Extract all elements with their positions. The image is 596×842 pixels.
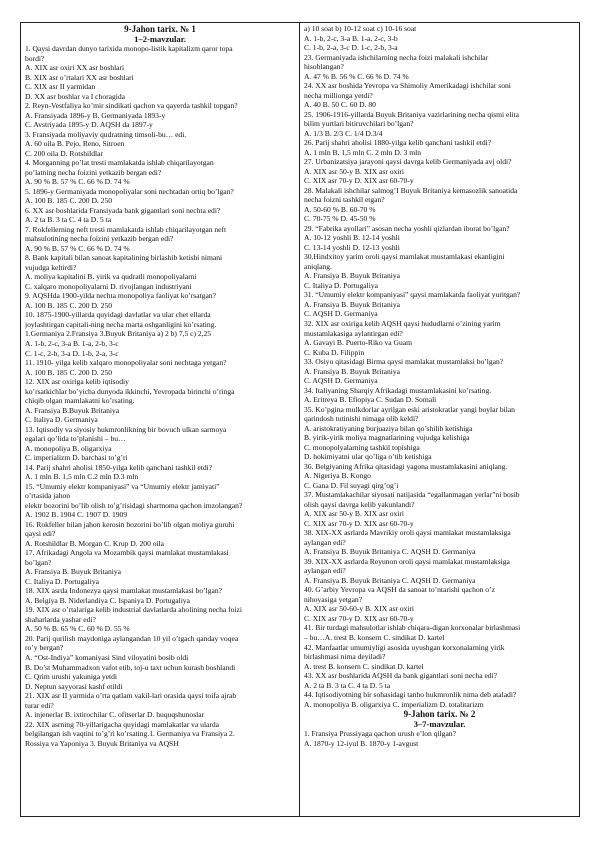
right-text-line: A. Nigeriya B. Kongo (304, 471, 371, 481)
left-text-line: o’rtasida jahon (25, 491, 71, 501)
left-text-line: C. XIX asr II yarmidan (25, 82, 96, 92)
left-text-line: bo’lgan? (25, 557, 52, 567)
left-text-line: C. Italiya D. Portugaliya (25, 576, 99, 586)
right-text-line: 32. XIX asr oxiriga kelib AQSH qaysi hududlarni o’zining yarim (304, 318, 501, 328)
left-text-line: ro’y bergan? (25, 643, 64, 653)
right-text-line: A. XIX asr 50-y B. XIX asr oxiri (304, 166, 404, 176)
right-text-line: C. XIX asr 70-y D. XIX asr 60-70-y (304, 613, 414, 623)
left-text-line: A. Fransiyada 1896-y B. Germaniyada 1893-y (25, 110, 166, 120)
left-text-line: C. 1-c, 2-b, 3-a D. 1-b, 2-a, 3-c (25, 348, 119, 358)
left-text-line: A. 100 B. 185 C. 200 D. 250 (25, 367, 113, 377)
left-text-line: A. Fransiya B.Buyuk Britaniya (25, 405, 120, 415)
left-text-line: vujudga keltirdi? (25, 262, 77, 272)
left-text-line: 20. Parij qurilish maydoniga aylangandan 10 yil o’tgach qanday voqea (25, 633, 239, 643)
right-text-line: A. 2 ta B. 3 ta C. 4 ta D. 5 ta (304, 680, 391, 690)
right-text-line: C. Kuba D. Filippin (304, 347, 365, 357)
right-text-line: A. 1-b, 2-c, 3-a B. 1-a, 2-c, 3-b (304, 33, 398, 43)
right-text-line: A. XIX asr 50-y B. XIX asr oxiri (304, 509, 404, 519)
right-text-line: mustamlakasiga aylantirgan edi? (304, 328, 403, 338)
document-page (20, 22, 580, 817)
left-text-line: C. Italiya D. Germaniya (25, 415, 98, 425)
left-text-line: turar edi? (25, 700, 54, 710)
left-text-line: 4. Morganning po’lat tresti mamlakatda ishlab chiqarilayotgan (25, 158, 214, 168)
right-text-line: 42. Manfaatlar umumiyligi asosida uyushgan korxonalarning yirik (304, 642, 505, 652)
right-text-line: 37. Mustamlakachilar siyosati natijasida “egallanmagan yerlar”ni bosib (304, 490, 520, 500)
left-text-line: A. 1-b, 2-c, 3-a B. 1-a, 2-b, 3-c (25, 338, 119, 348)
right-text-line: 34. Italiyaning Sharqiy Afrikadagi mustamlakasini ko’rsating. (304, 385, 492, 395)
left-text-line: 5. 1896-y Germaniyada monopoliyalar soni nechtadan ortiq bo’lgan? (25, 186, 234, 196)
right-text-line: 41. Bir turdagi mahsulotlar ishlab chiqara-digan korxonalar birlashmasi (304, 623, 521, 633)
right-text-line: bilim yurtlari bitiruvchilari bo’lgan? (304, 119, 414, 129)
right-text-line: A. aristokratiyaning burjuaziya bilan qo’shilib ketishiga (304, 423, 473, 433)
right-text-line: 39. XIX-XX asrlarda Reyunon oroli qaysi mamlakat mustamlaksiga (304, 556, 510, 566)
left-text-line: A. “Ost-Indiya” komaniyasi Sind viloyatini bosib oldi (25, 653, 189, 662)
left-text-line: shaharlarda yashar edi? (25, 614, 96, 624)
right-text-line: 35. Ko’pgina mulkdorlar ayrilgan eski aristokratlar yangi boylar bilan (304, 404, 515, 414)
right-text-line: A. Eritreya B. Efiopiya C. Sudan D. Somali (304, 395, 437, 405)
left-text-line: A. moliya kapitalini B. yirik va qudratli monopoliyalarni (25, 272, 197, 282)
right-text-line: A. 47 % B. 56 % C. 66 % D. 74 % (304, 71, 409, 81)
right-text-line: olish qaysi davrga kelib yakunlandi? (304, 499, 415, 509)
left-text-line: A. 60 oila B. Pejo, Reno, Sitroen (25, 139, 125, 149)
left-text-line: A. 2 ta B. 3 ta C. 4 ta D. 5 ta (25, 215, 112, 225)
left-text-line: ko’rsatkichlar bo’yicha dunyoda ikkinchi, Yevropada birinchi o’ringa (25, 386, 235, 396)
right-text-line: A. 1870-y 12-iyul B. 1870-y 1-avgust (304, 738, 419, 748)
left-text-line: mahsulotining necha foizini yetkazib bergan edi? (25, 234, 174, 244)
left-text-line: C. imperializm D. barchasi to’g’ri (25, 453, 128, 463)
left-text-line: A. Fransiya B. Buyuk Britaniya (25, 567, 122, 577)
right-text-line: – bu…A. trest B. konsern C. sindikat D. kartel (304, 633, 445, 642)
right-text-line: 40. G’arbiy Yevropa va AQSH da sanoat to’ntarishi qachon o’z (304, 585, 495, 595)
left-text-line: B. Do’st Muhammadxon vafot etib, toj-u taxt uchun kurash boshlandi (25, 662, 236, 672)
right-text-line: 38. XIX-XX asrlarda Mavrikiy oroli qaysi mamlakat mustamlaksiga (304, 528, 511, 538)
right-text-line: 44. Iqtisodiyotning bir sohasidagi tanho hukmronlik nima deb ataladi? (304, 690, 517, 700)
right-text-line: aylangan edi? (304, 566, 346, 576)
right-text-line: qarindosh tutinishi nimaga olib keldi? (304, 414, 419, 424)
left-text-line: Rossiya va Yaponiya 3. Buyuk Britaniya va AQSH (25, 738, 179, 748)
left-text-line: A. 100 B. 185 C. 200 D. 250 (25, 300, 113, 310)
right-text-line: C. Gana D. Fil suyagi qirg’og’i (304, 480, 399, 490)
left-text-line: 1.Germaniya 2.Fransiya 3.Buyuk Britaniya a) 2 b) 7,5 c) 2,25 (25, 329, 212, 339)
left-text-line: D. Neptun sayyorasi kashf etildi (25, 681, 123, 691)
right-text-line: A. Fransiya B. Buyuk Britaniya (304, 299, 401, 309)
left-text-line: A. 100 B. 185 C. 200 D. 250 (25, 196, 113, 206)
left-text-line: 21. XIX asr II yarmida o’rta qatlam vakil-lari orasida qaysi toifa ajrab (25, 691, 237, 701)
right-text-line: A. 1 mln B. 1,5 mln C. 2 mln D. 3 mln (304, 147, 421, 157)
right-text-line: hisoblangan? (304, 62, 344, 72)
left-text-line: 16. Rokfeller bilan jahon kerosin bozorini bo’lib olgan moliya guruhi (25, 519, 235, 529)
left-text-line: A. Belgiya B. Niderlandiya C. Ispaniya D. Portugaliya (25, 595, 190, 605)
left-text-line: egalari qo’lida to’planishi – bu… (25, 434, 126, 444)
left-text-line: 12. XIX asr oxiriga kelib iqtisodiy (25, 377, 129, 387)
right-text-line: birlashmasi nima deyiladi? (304, 652, 386, 662)
left-text-line: C. Qrim urushi yakuniga yetdi (25, 672, 118, 682)
left-text-line: 19. XIX asr o’rtalariga kelib industrial davlatlarda aholining necha foizi (25, 605, 242, 615)
left-text-line: belgilangan ish vaqtini to’g’ri ko’rsating.1. Germaniya va Fransiya 2. (25, 729, 235, 739)
right-text-line: 1. Fransiya Prussiyaga qachon urush e’lon qilgan? (304, 729, 456, 739)
right-text-line: 23. Germaniyada ishchilarning necha foizi malakali ishchilar (304, 52, 489, 62)
left-text-line: A. XIX asr oxiri XX asr boshlari (25, 63, 125, 73)
right-text-line: 24. XX asr boshida Yevropa va Shimoliy Amerikadagi ishchilar soni (304, 81, 511, 91)
right-text-line: C. AQSH D. Germaniya (304, 376, 378, 386)
test-title: 9-Jahon tarix. № 1 (124, 24, 196, 34)
right-text-line: A. Fransiya B. Buyuk Britaniya (304, 271, 401, 281)
left-text-line: A. 90 % B. 57 % C. 66 % D. 74 % (25, 177, 130, 187)
left-text-line: 17. Afrikadagi Angola va Mozambik qaysi mamlakat mustamlakasi (25, 548, 229, 558)
left-text-line: C. xalqaro monopoliyalarni D. rivojlangan industriyani (25, 281, 192, 291)
left-text-line: A. monopoliya B. oligarxiya (25, 443, 112, 453)
left-text-line: 6. XX asr boshlarida Fransiyada bank gigantlari soni nechta edi? (25, 205, 221, 215)
left-text-line: D. XX asr boshlar va I choragida (25, 91, 125, 101)
left-text-line: A. 50 % B. 65 % C. 60 % D. 55 % (25, 624, 130, 634)
right-text-line: C. monopolyalarning tashkil topishiga (304, 442, 420, 452)
right-text-line: 27. Urbanizatsiya jarayoni qaysi davrga kelib Germaniyada avj oldi? (304, 157, 512, 167)
left-text-line: chiqib olgan mamlakatni ko’rsating. (25, 396, 135, 406)
left-text-line: A. Rotshildlar B. Morgan C. Krup D. 200 oila (25, 538, 165, 548)
right-text-line: aylangan edi? (304, 537, 346, 547)
left-text-line: 8. Bank kapitali bilan sanoat kapitalining birlashib ketishi nimani (25, 253, 223, 263)
right-text-line: necha millionga yetdi? (304, 90, 373, 100)
test-title: 9-Jahon tarix. № 2 (403, 709, 476, 720)
right-column (300, 23, 579, 816)
left-text-line: 2. Reyn-Vestfaliya ko’mir sindikati qachon va qayerda tashkil topgan? (25, 101, 238, 111)
left-text-line: 14. Parij shahri aholisi 1850-yilga kelib qanchani tashkil etdi? (25, 462, 213, 472)
right-text-line: D. hokimiyatni ular qo’liga o’tib ketishiga (304, 452, 432, 462)
right-text-line: C. AQSH D. Germaniya (304, 309, 378, 319)
right-text-line: B. yirik-yirik moliya magnatlarining vujudga kelishiga (304, 433, 470, 443)
left-text-line: 22. XIX asrning 70-yillarigacha quyidagi mamlakatlar va ularda (25, 719, 220, 729)
left-text-line: 1. Qaysi davrdan dunyo tarixida monopo-listik kapitalizm qaror topa (25, 44, 233, 53)
right-text-line: A. Fransiya B. Buyuk Britaniya C. AQSH D. Germaniya (304, 575, 476, 585)
right-text-line: A. 40 B. 50 C. 60 D. 80 (304, 100, 376, 110)
left-text-line: 7. Rokfellerning neft tresti mamlakatda ishlab chiqarilayotgan neft (25, 224, 227, 234)
right-text-line: 25. 1906-1916-yillarda Buyuk Britaniya vazirlarining necha qismi elita (304, 109, 519, 119)
left-text-line: 9. AQSHda 1900-yilda nechta monopoliya faoliyat ko’rsatgan? (25, 291, 216, 301)
right-text-line: A. Fransiya B. Buyuk Britaniya (304, 366, 401, 376)
left-text-line: joylashtirgan capitali-ning necha marta oshganligini ko’rsating. (25, 319, 217, 329)
right-text-line: A. 1/3 B. 2/3 C. 1/4 D.3/4 (304, 128, 383, 138)
right-text-line: 29. “Fabrika ayollari” asosan necha yoshli qizlardan iborat bo’lgan? (304, 223, 510, 233)
right-text-line: a) 10 soat b) 10-12 soat c) 10-16 soat (304, 24, 417, 33)
left-text-line: 15. “Umumiy elektr kompaniyasi” va “Umumiy elektr jamiyati” (25, 481, 220, 491)
right-text-line: C. XIX asr 70-y D. XIX asr 60-70-y (304, 518, 414, 528)
right-text-line: 31. “Umumiy elektr kompaniyasi” qaysi mamlakatda faoliyat yuritgan? (304, 290, 521, 300)
right-text-line: 33. Osiyo qitasidagi Birma qaysi mamlakat mustamlaksi bo’lgan? (304, 357, 504, 367)
left-text-line: 3. Fransiyada moliyaviy qudratning timsoli-bu… edi. (25, 129, 187, 139)
right-text-line: C. 70-75 % D. 45-50 % (304, 214, 376, 224)
left-text-line: 10. 1875-1900-yillarda quyidagi davlatlar va ular chet ellarda (25, 310, 211, 320)
topics-subtitle: 1–2-mavzular. (134, 34, 186, 44)
left-text-line: B. XIX asr o’rtalari XX asr boshlari (25, 72, 134, 82)
right-text-line: 36. Belgiyaning Afrika qitasidagi yagona mustamlakasini aniqlang. (304, 461, 508, 471)
left-text-line: A. injenerlar B. ixtirochilar C. ofitserlar D. huquqshunoslar (25, 710, 205, 720)
left-text-line: A. 1 mln B. 1,5 mln C.2 mln D.3 mln (25, 472, 139, 482)
right-text-line: A. 10-12 yoshli B. 12-14 yoshli (304, 233, 400, 243)
left-column (21, 23, 300, 816)
right-text-line: A. monopoliya B. oligarxiya C. imperializm D. totalitarizm (304, 699, 484, 709)
right-text-line: A. 50-60 % B. 60-70 % (304, 204, 376, 214)
right-text-line: A. XIX asr 50-60-y B. XIX asr oxiri (304, 604, 415, 614)
right-text-line: nihoyasiga yetgan? (304, 594, 363, 604)
left-text-line: C. Avstriyada 1895-y D. AQSH da 1897-y (25, 120, 153, 130)
right-text-line: 43. XX asr boshlarida AQSH da bank gigantlari soni necha edi? (304, 671, 498, 681)
left-text-line: 11. 1910- yilga kelib xalqaro monopoliyalar soni nechtaga yetgan? (25, 358, 227, 368)
right-text-line: C. 1-b, 2-a, 3-c D. 1-c, 2-b, 3-a (304, 43, 398, 53)
right-text-line: C. XIX asr 70-y D. XIX asr 60-70-y (304, 176, 414, 186)
topics-subtitle: 3–7-mavzular. (413, 719, 466, 730)
left-text-line: elektr bozorini bo’lib olish to’g’risidagi shartnoma qachon imzolangan? (25, 500, 243, 510)
left-text-line: bordi? (25, 53, 45, 63)
right-text-line: 26. Parij shahri aholisi 1880-yilga kelib qanchani tashkil etdi? (304, 138, 492, 148)
right-text-line: aniqlang. (304, 261, 332, 271)
left-text-line: A. 90 % B. 57 % C. 66 % D. 74 % (25, 243, 130, 253)
left-text-line: qaysi edi? (25, 529, 56, 539)
left-text-line: C. 200 oila D. Rotshildlar (25, 148, 103, 158)
left-text-line: 13. Iqtisodiy va siyosiy hukmronlikning bir bovuch ulkan sarmoya (25, 424, 227, 434)
right-text-line: necha foizni tashkil etgan? (304, 195, 385, 205)
right-text-line: C. Italiya D. Portugaliya (304, 280, 378, 290)
left-text-line: po’latning necha foizini yetkazib bergan edi? (25, 167, 162, 177)
right-text-line: A. Gavayi B. Puerto-Riko va Guam (304, 338, 412, 348)
left-text-line: 18. XIX asrda Indonezya qaysi mamlakat mustamlakasi bo’lgan? (25, 586, 223, 596)
right-text-line: 30.Hindxitoy yarim oroli qaysi mamlakat mustamlakasi ekanligini (304, 252, 505, 262)
right-text-line: C. 13-14 yoshli D. 12-13 yoshli (304, 242, 400, 252)
right-text-line: A. Fransiya B. Buyuk Britaniya C. AQSH D. Germaniya (304, 547, 476, 557)
right-text-line: A. trest B. konsern C. sindikat D. kartel (304, 661, 424, 671)
right-text-line: 28. Malakali ishchilar salmog’I Buyuk Britaniya kemasozlik sanoatida (304, 185, 518, 195)
left-text-line: A. 1902 B. 1904 C. 1907 D. 1909 (25, 510, 128, 520)
